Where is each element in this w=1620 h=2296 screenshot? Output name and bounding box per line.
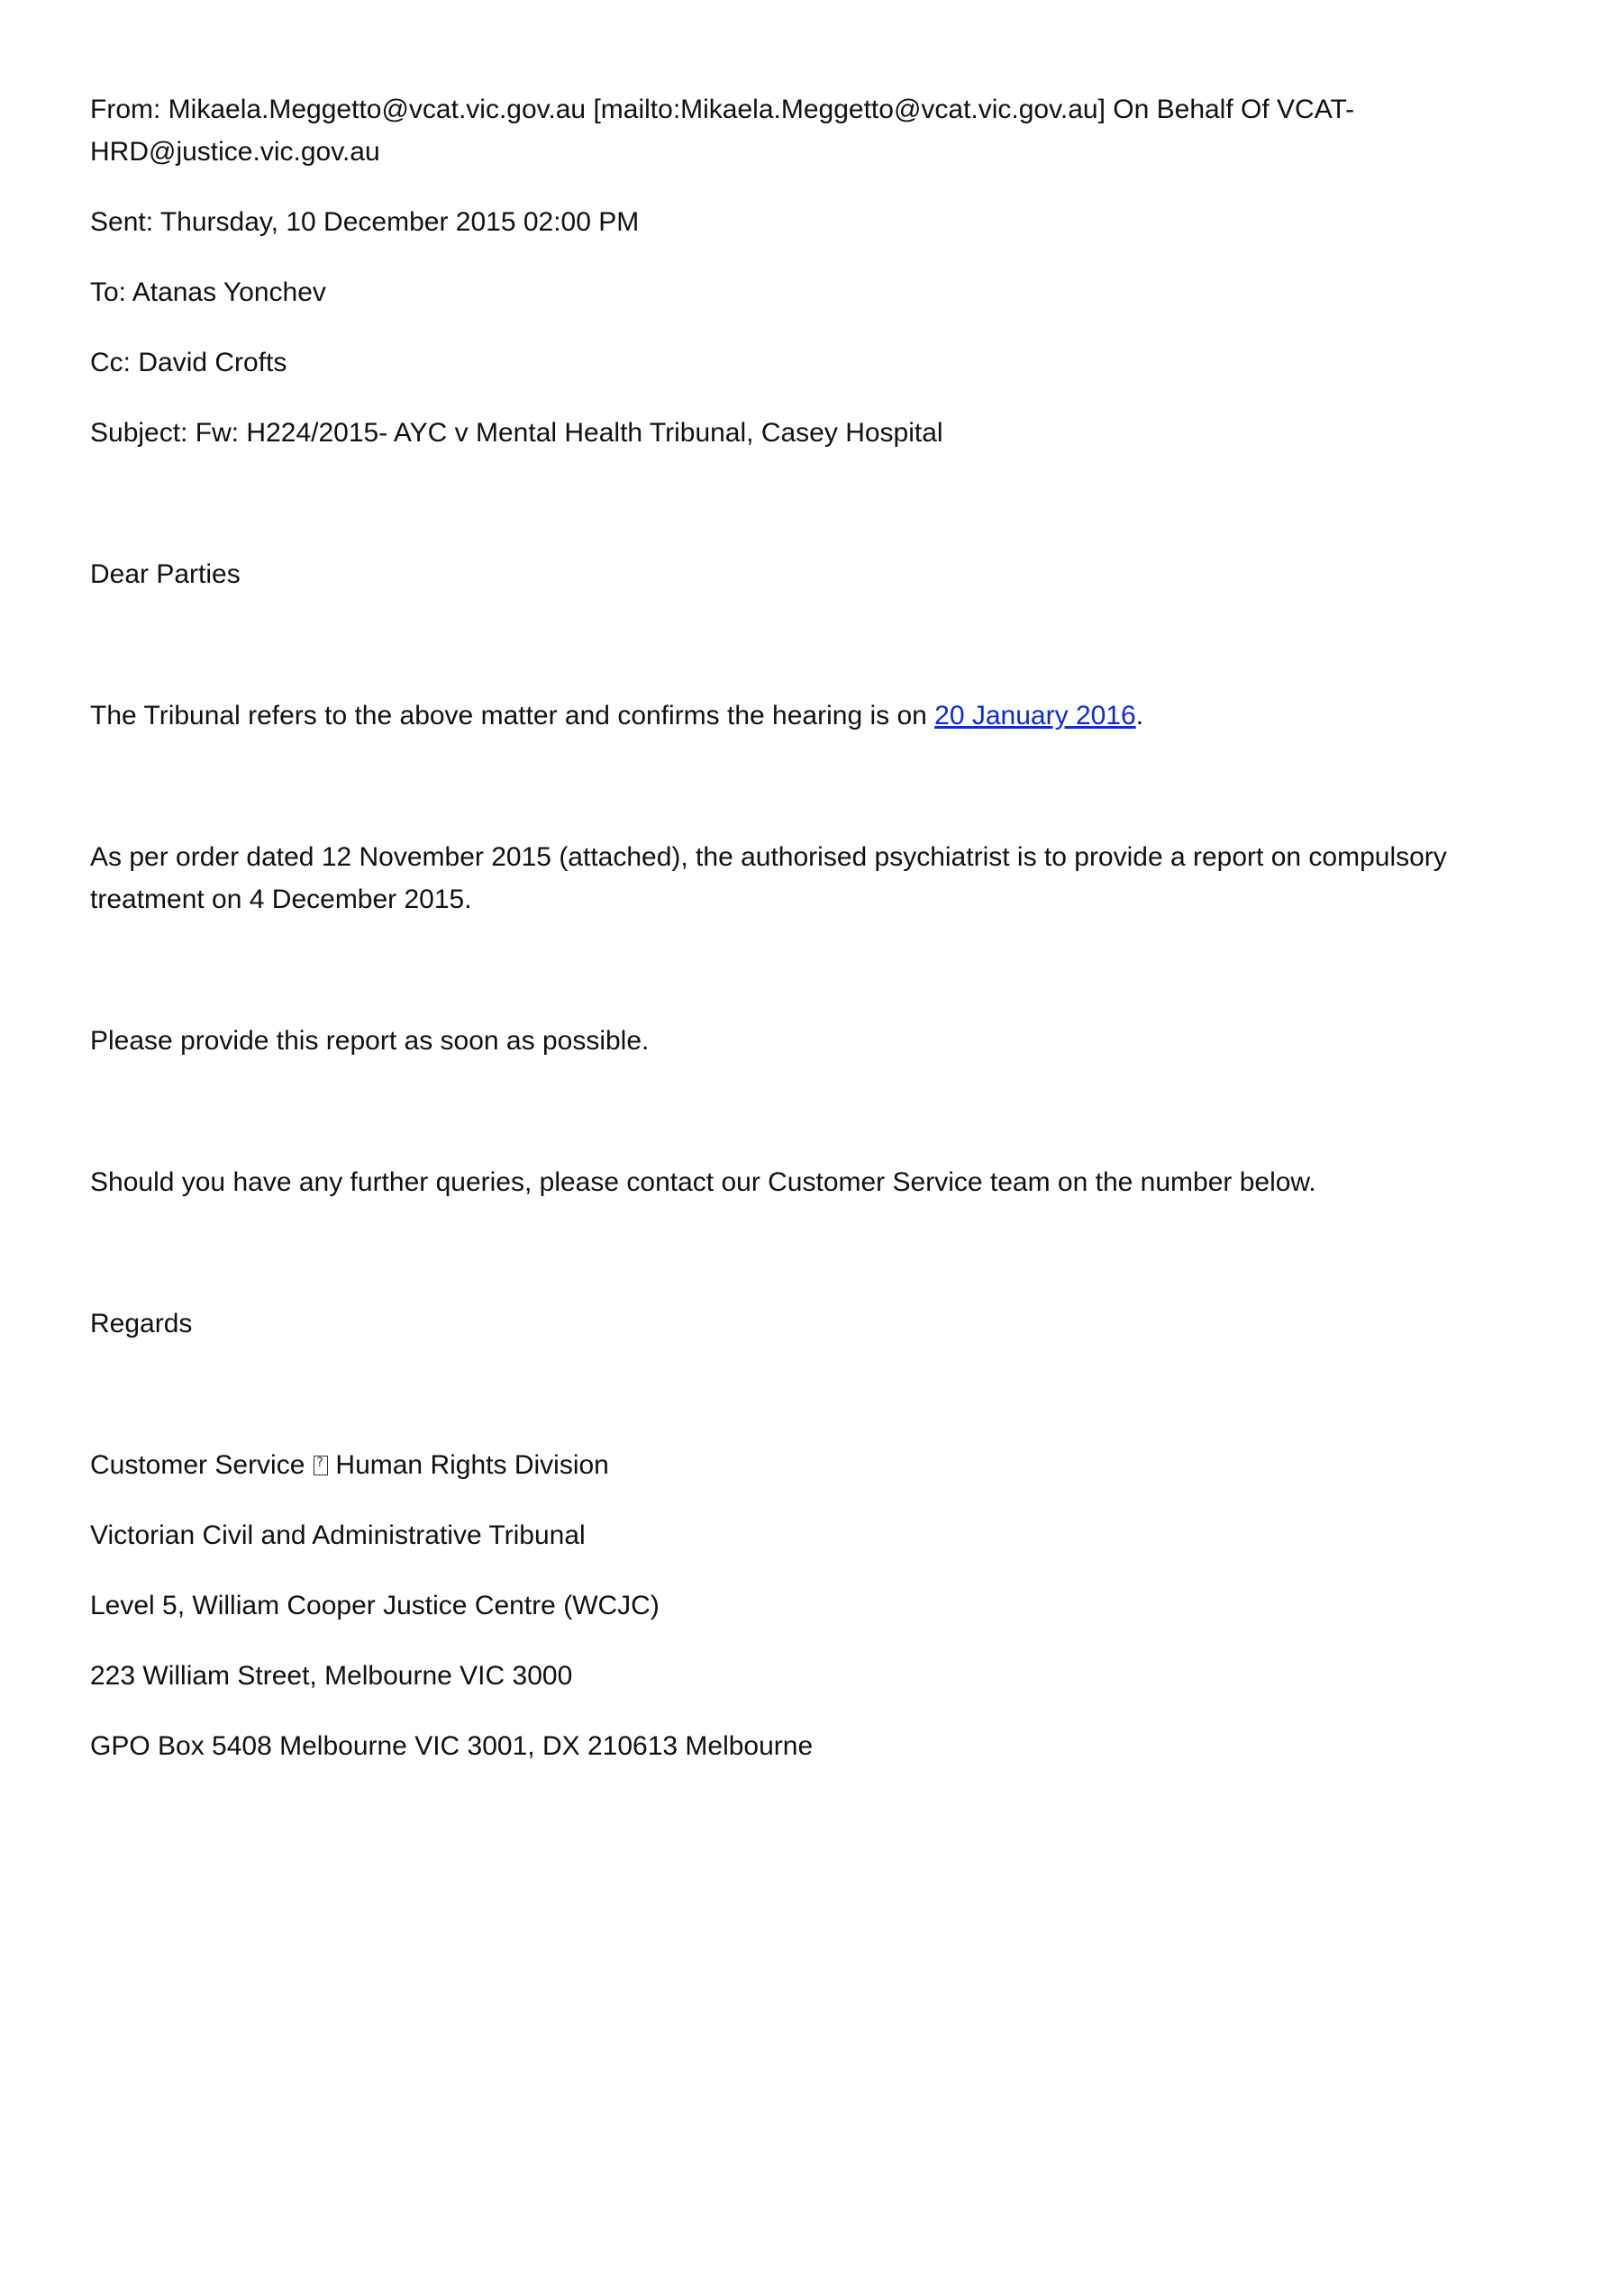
spacer — [90, 737, 1550, 836]
spacer — [90, 921, 1550, 1020]
signature-address-1: Level 5, William Cooper Justice Centre (WCJC) — [90, 1591, 660, 1620]
from-label: From: — [90, 95, 161, 124]
from-line — [90, 88, 1550, 173]
signature-address-2: 223 William Street, Melbourne VIC 3000 — [90, 1661, 573, 1691]
paragraph-queries: Should you have any further queries, please contact our Customer Service team on the number below. — [90, 1167, 1316, 1197]
spacer — [90, 1203, 1550, 1302]
email-header — [90, 88, 1550, 454]
sent-line — [90, 201, 1550, 243]
greeting: Dear Parties — [90, 559, 241, 589]
signature-organisation: Victorian Civil and Administrative Tribunal — [90, 1520, 586, 1550]
paragraph-order: As per order dated 12 November 2015 (attached), the authorised psychiatrist is to provide a report on compulsory treatment on 4 December 2015. — [90, 842, 1447, 914]
paragraph-hearing-text: The Tribunal refers to the above matter and confirms the hearing is on — [90, 701, 935, 731]
subject-value: Fw: H224/2015- AYC v Mental Health Tribunal, Casey Hospital — [195, 418, 943, 448]
paragraph-hearing — [90, 694, 1550, 737]
email-document — [90, 88, 1550, 1795]
signature-address-3: GPO Box 5408 Melbourne VIC 3001, DX 210613 Melbourne — [90, 1731, 814, 1761]
subject-line — [90, 412, 1550, 454]
spacer — [90, 1345, 1550, 1444]
to-label: To: — [90, 277, 127, 307]
spacer — [90, 454, 1550, 553]
from-value: Mikaela.Meggetto@vcat.vic.gov.au [mailto:Mikaela.Meggetto@vcat.vic.gov.au] On Behalf Of VCAT-HRD@justice.vic.gov.au — [90, 95, 1355, 167]
to-line — [90, 271, 1550, 313]
cc-value: David Crofts — [138, 348, 287, 377]
hearing-date-link[interactable]: 20 January 2016 — [934, 701, 1136, 731]
separator-glyph-icon — [314, 1456, 328, 1475]
paragraph-request: Please provide this report as soon as possible. — [90, 1026, 650, 1056]
spacer — [90, 595, 1550, 694]
cc-line — [90, 341, 1550, 384]
signature-dept-left: Customer Service — [90, 1450, 305, 1480]
closing: Regards — [90, 1309, 193, 1339]
sent-value: Thursday, 10 December 2015 02:00 PM — [159, 207, 640, 237]
signature-department — [90, 1444, 1550, 1486]
sent-label: Sent: — [90, 207, 154, 237]
to-value: Atanas Yonchev — [132, 277, 326, 307]
cc-label: Cc: — [90, 348, 131, 377]
signature-block — [90, 1444, 1550, 1767]
paragraph-hearing-end: . — [1135, 701, 1144, 731]
spacer — [90, 1062, 1550, 1161]
subject-label: Subject: — [90, 418, 188, 448]
signature-dept-right: Human Rights Division — [335, 1450, 609, 1480]
